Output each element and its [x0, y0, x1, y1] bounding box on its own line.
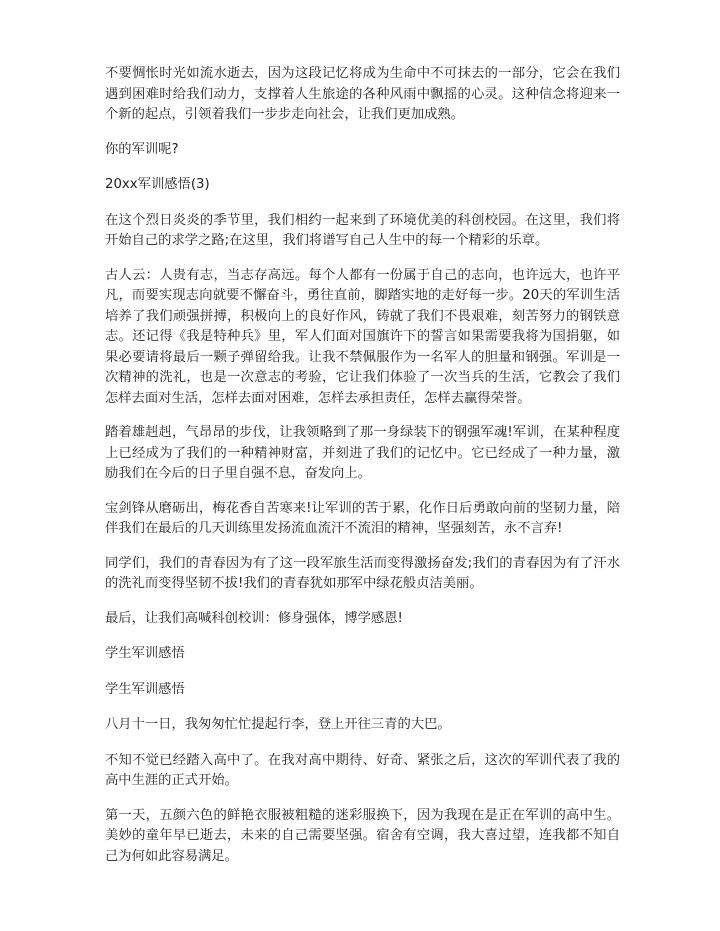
paragraph-5: 古人云：人贵有志，当志存高远。每个人都有一份属于自己的志向，也许远大，也许平凡，而要实现志向就要不懈奋斗，勇往直前，脚踏实地的走好每一步。20天的军训生活培养了我们顽强拼搏，积极向上的良好作风，铸就了我们不畏艰难，刻苦努力的钢铁意志。还记得《我是特种兵》里，军人们面对国旗许下的誓言如果需要我将为国捐躯，如果必要请将最后一颗子弹留给我。让我不禁佩服作为一名军人的胆量和钢强。军训是一次精神的洗礼，也是一次意志的考验，它让我们体验了一次当兵的生活，它教会了我们怎样去面对生活，怎样去面对困难，怎样去承担责任，怎样去赢得荣誉。 [105, 267, 620, 406]
paragraph-2: 你的军训呢? [105, 141, 179, 157]
paragraph-7: 宝剑锋从磨砺出，梅花香自苦寒来!让军训的苦于累，化作日后勇敢向前的坚韧力量，陪伴我们在最后的几天训练里发扬流血流汗不流泪的精神，坚强刻苦，永不言弃! [105, 500, 620, 536]
paragraph-12: 八月十一日，我匆匆忙忙提起行李，登上开往三青的大巴。 [105, 717, 451, 732]
paragraph-3-heading: 20xx军训感悟(3) [105, 177, 210, 192]
paragraph-6: 踏着雄赳赳，气昂昂的步伐，让我领略到了那一身绿装下的钢强军魂!军训，在某种程度上已经成为了我们的一种精神财富，并刻进了我们的记忆中。它已经成了一种力量，激励我们在今后的日子里自强不息，奋发向上。 [105, 425, 620, 481]
paragraph-13: 不知不觉已经踏入高中了。在我对高中期待、好奇、紧张之后，这次的军训代表了我的高中生涯的正式开始。 [105, 752, 620, 788]
section-heading-1: 学生军训感悟 [105, 646, 185, 661]
paragraph-4: 在这个烈日炎炎的季节里，我们相约一起来到了环境优美的科创校园。在这里，我们将开始自己的求学之路;在这里，我们将谱写自己人生中的每一个精彩的乐章。 [105, 212, 620, 248]
paragraph-1: 不要惆怅时光如流水逝去，因为这段记忆将成为生命中不可抹去的一部分，它会在我们遇到困难时给我们动力，支撑着人生旅途的各种风雨中飘摇的心灵。这种信念将迎来一个新的起点，引领着我们一步步走向社会，让我们更加成熟。 [105, 66, 620, 122]
paragraph-14: 第一天，五颜六色的鲜艳衣服被粗糙的迷彩服换下，因为我现在是正在军训的高中生。美妙的童年早已逝去，未来的自己需要坚强。宿舍有空调，我大喜过望，连我都不知自己为何如此容易满足。 [105, 807, 620, 864]
section-heading-2: 学生军训感悟 [105, 681, 185, 697]
paragraph-9: 最后，让我们高喊科创校训：修身强体，博学感恩! [105, 610, 403, 626]
paragraph-8: 同学们，我们的青春因为有了这一段军旅生活而变得激扬奋发;我们的青春因为有了汗水的洗礼而变得坚韧不拔!我们的青春犹如那军中绿花般贞洁美丽。 [105, 555, 620, 591]
document-body [105, 64, 620, 881]
